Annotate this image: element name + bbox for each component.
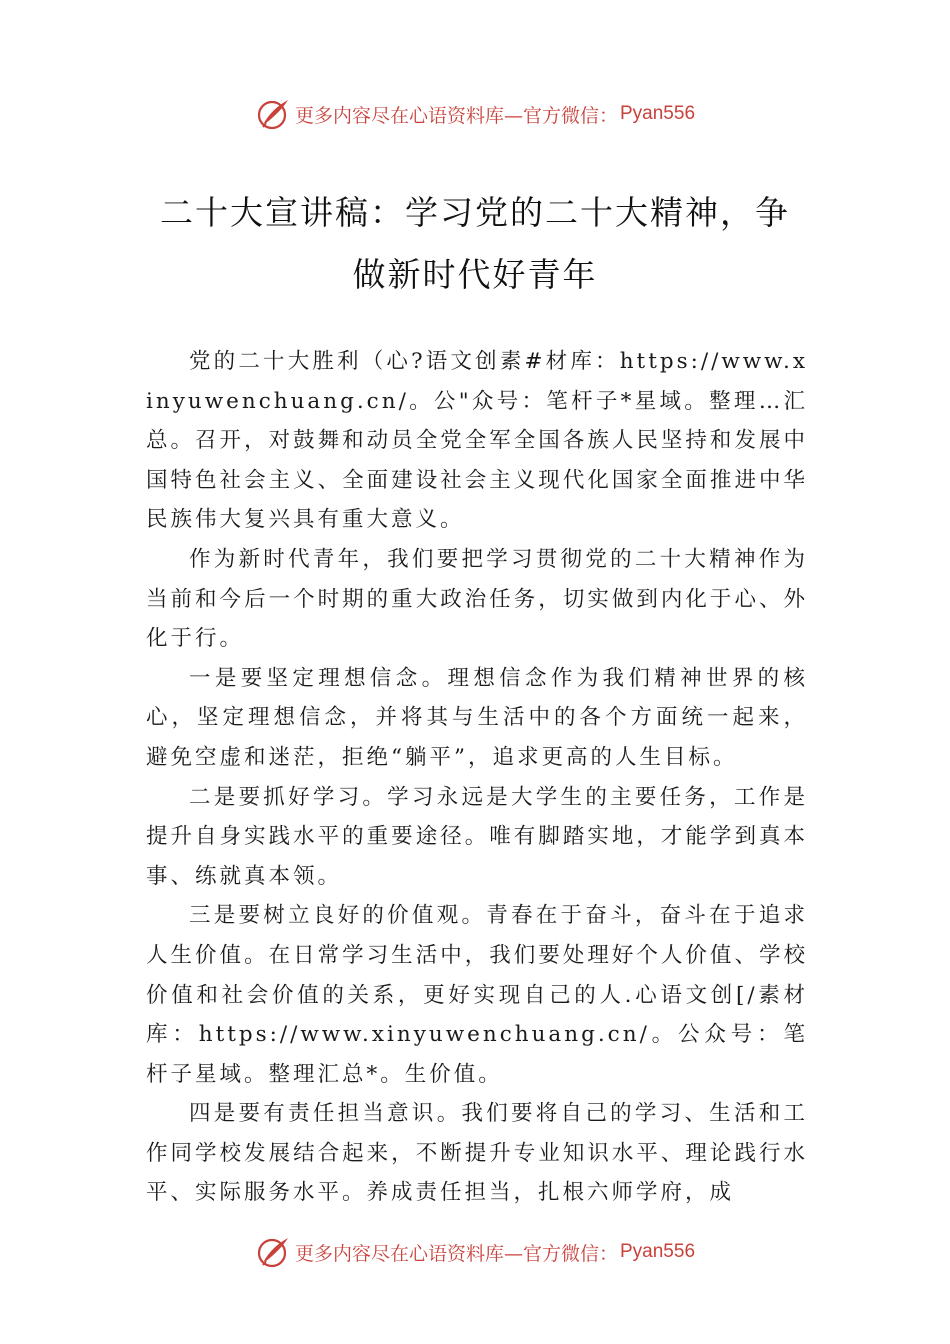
- header-watermark: [0, 94, 950, 134]
- paragraph-point-one: 一是要坚定理想信念。理想信念作为我们精神世界的核心，坚定理想信念，并将其与生活中的各个方面统一起来， 避免空虚和迷茫，拒绝“躺平”，追求更高的人生目标。: [146, 665, 808, 770]
- title-line-2: 做新时代好青年: [352, 255, 598, 294]
- paragraph-point-three: 三是要树立良好的价值观。青春在于奋斗，奋斗在于追求人生价值。在日常学习生活中，我们要处理好个人价值、学校价值和社会价值的关系，更好实现自己的人.心语文创[/素材库：https://www.xinyuwenchuang.cn/。公众号：笔杆子星域。整理汇总*。生价值。: [146, 903, 808, 1087]
- document-body: [146, 342, 808, 1213]
- quill-pen-logo-icon: [255, 1234, 291, 1270]
- paragraph-point-two: 二是要抓好学习。学习永远是大学生的主要任务，工作是提升自身实践水平的重要途径。唯有脚踏实地，才能学到真本事、练就真本领。: [146, 784, 808, 889]
- watermark-handle: Pyan556: [620, 103, 696, 124]
- paragraph-intro: 党的二十大胜利（心?语文创素#材库：https://www.xinyuwenchuang.cn/。公"众号：笔杆子*星域。整理…汇总。召开，对鼓舞和动员全党全军全国各族人民坚持和发展中国特色社会主义、全面建设社会主义现代化国家全面推进中华民族伟大复兴具有重大意义。: [146, 349, 808, 533]
- watermark-text: 更多内容尽在心语资料库—官方微信：: [294, 1242, 618, 1265]
- paragraph-youth-task: 作为新时代青年，我们要把学习贯彻党的二十大精神作为当前和今后一个时期的重大政治任务，切实做到内化于心、外化于行。: [146, 546, 808, 652]
- quill-pen-logo-icon: [255, 96, 291, 132]
- watermark-handle: Pyan556: [620, 1241, 696, 1262]
- document-title: [140, 182, 810, 306]
- paragraph-point-four: 四是要有责任担当意识。我们要将自己的学习、生活和工作同学校发展结合起来，不断提升专业知识水平、理论践行水平、实际服务水平。养成责任担当，扎根六师学府，成: [146, 1101, 808, 1206]
- watermark-text: 更多内容尽在心语资料库—官方微信：: [294, 104, 618, 127]
- title-line-1: 二十大宣讲稿：学习党的二十大精神，争: [160, 193, 790, 232]
- footer-watermark: [0, 1232, 950, 1272]
